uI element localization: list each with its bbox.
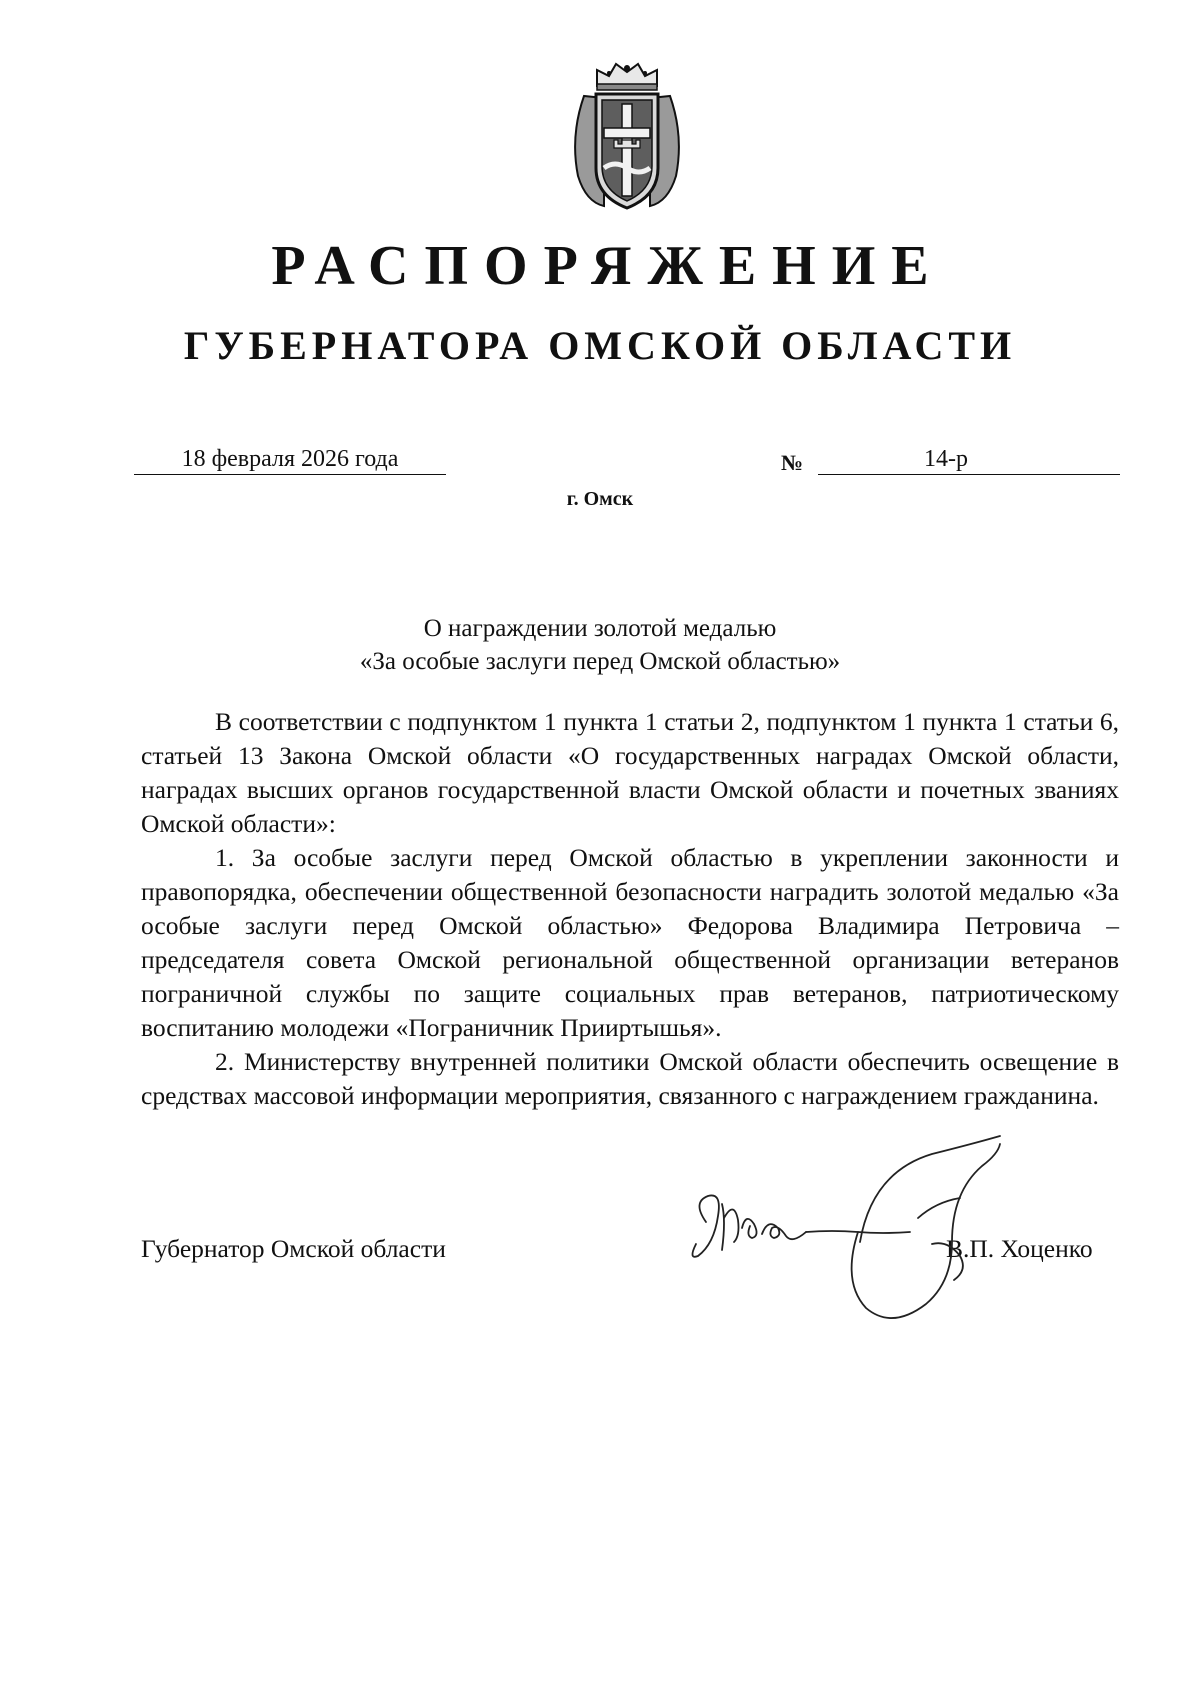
number-sign: № [781,450,804,475]
document-title: РАСПОРЯЖЕНИЕ [271,235,945,297]
coat-of-arms-icon [564,56,690,216]
document-number: 14-р [924,446,968,472]
document-subtitle: ГУБЕРНАТОРА ОМСКОЙ ОБЛАСТИ [183,323,1017,368]
heading-line-2: «За особые заслуги перед Омской областью» [359,648,841,675]
item-2-paragraph: 2. Министерству внутренней политики Омской области обеспечить освещение в средствах массовой информации мероприятия, связанного с награждением гражданина. [141,1047,1119,1110]
document-date: 18 февраля 2026 года [134,444,446,475]
signatory-name: В.П. Хоценко [946,1234,1093,1263]
document-body [141,705,1119,1113]
preamble-paragraph: В соответствии с подпунктом 1 пункта 1 статьи 2, подпунктом 1 пункта 1 статьи 6, статьей 13 Закона Омской области «О государственных наградах Омской области, наградах высших органов государственной власти Омской области и почетных званиях Омской области»: [141,707,1119,838]
handwritten-signature-icon [682,1132,1062,1332]
heading-line-1: О награждении золотой медалью [423,615,777,642]
signatory-position: Губернатор Омской области [141,1234,446,1263]
document-city: г. Омск [566,488,634,510]
item-1-paragraph: 1. За особые заслуги перед Омской областью в укреплении законности и правопорядка, обеспечении общественной безопасности наградить золотой медалью «За особые заслуги перед Омской областью» Федорова Владимира Петровича – председателя совета Омской региональной общественной организации ветеранов пограничной службы по защите социальных прав ветеранов, патриотическому воспитанию молодежи «Пограничник Прииртышья». [141,843,1119,1042]
document-number-field [818,444,1120,475]
document-heading [0,612,1200,678]
